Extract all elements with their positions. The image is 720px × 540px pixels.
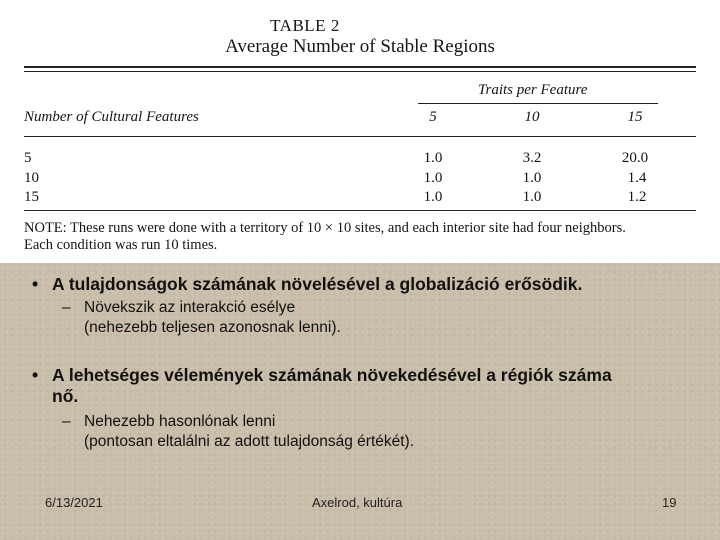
row-label: 10 [24,170,39,186]
dash-symbol: – [62,299,71,316]
bullet-1 [32,274,702,295]
bullet-2-line2: nő. [52,386,79,406]
table-cell: 1.0 [423,189,443,205]
dash-symbol: – [62,413,71,430]
bullet-1-sub-line1: Növekszik az interakció esélye [84,299,296,316]
col-header-15: 15 [627,109,643,125]
table-cell: 1.0 [423,150,443,166]
footer-page-number: 19 [662,495,677,510]
bullet-1-text: A tulajdonságok számának növelésével a globalizáció erősödik. [52,274,583,294]
table-subtitle: Average Number of Stable Regions [225,36,495,57]
row-label: 5 [24,150,32,166]
col-header-5: 5 [429,109,437,125]
table-cell: 1.0 [522,189,542,205]
footer-center: Axelrod, kultúra [312,495,403,510]
header-rule [24,136,696,137]
table-note-line2: Each condition was run 10 times. [24,237,218,253]
bullet-2 [32,365,712,407]
bullet-1-sub-line2: (nehezebb teljesen azonosnak lenni). [84,319,341,336]
table-image [0,0,720,263]
top-rule-1 [24,66,696,68]
table-note [24,220,714,254]
table-cell: 1.0 [522,170,542,186]
table-title: TABLE 2 [270,16,340,35]
row-header: Number of Cultural Features [24,109,199,125]
row-label: 15 [24,189,39,205]
bottom-rule [24,210,696,211]
bullet-2-sub-line2: (pontosan eltalálni az adott tulajdonság értékét). [84,433,415,450]
bullet-2-line1: A lehetséges vélemények számának növekedésével a régiók száma [52,365,612,385]
footer-date: 6/13/2021 [45,495,103,510]
bullet-symbol: • [32,274,39,294]
col-group-header: Traits per Feature [478,82,588,98]
bullet-2-sub-line1: Nehezebb hasonlónak lenni [84,413,276,430]
top-rule-2 [24,71,696,72]
table-note-line1: NOTE: These runs were done with a territory of 10 × 10 sites, and each interior site had four neighbors. [24,220,626,236]
bullet-2-sub [62,412,684,452]
table-cell: 1.4 [627,170,647,186]
bullet-symbol: • [32,365,39,385]
table-cell: 1.0 [423,170,443,186]
col-header-10: 10 [524,109,540,125]
table-cell: 3.2 [522,150,542,166]
bullet-1-sub [62,298,684,338]
table-cell: 20.0 [621,150,649,166]
table-cell: 1.2 [627,189,647,205]
col-group-rule [418,103,658,104]
